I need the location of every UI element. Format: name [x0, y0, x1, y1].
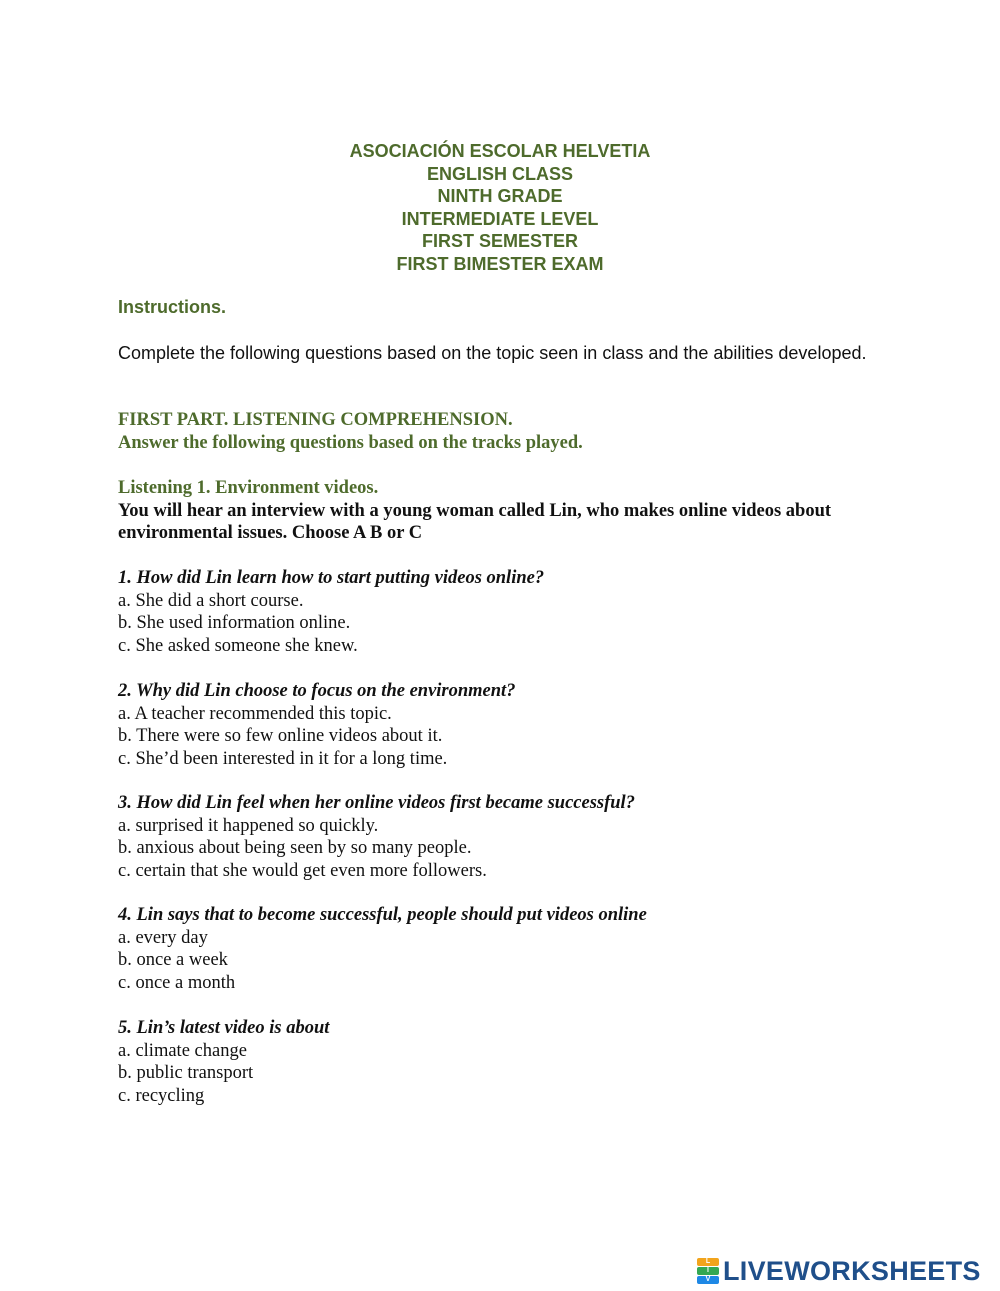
listening-description: You will hear an interview with a young woman called Lin, who makes online videos about environmental issues. Choose A B or C	[118, 500, 832, 543]
question-text: 4. Lin says that to become successful, people should put videos online	[118, 905, 647, 925]
part-heading	[118, 409, 583, 455]
instructions-title: Instructions.	[118, 297, 227, 317]
option-c[interactable]: c. certain that she would get even more followers.	[118, 860, 487, 881]
part-title: FIRST PART. LISTENING COMPREHENSION.	[118, 410, 513, 430]
option-a[interactable]: a. climate change	[118, 1040, 247, 1061]
header-line-school: ASOCIACIÓN ESCOLAR HELVETIA	[349, 141, 651, 161]
option-c[interactable]: c. once a month	[118, 972, 236, 993]
question-2	[118, 680, 898, 770]
header-line-class: ENGLISH CLASS	[426, 163, 573, 184]
option-c[interactable]: c. recycling	[118, 1085, 205, 1106]
option-b[interactable]: b. anxious about being seen by so many people.	[118, 838, 472, 858]
question-text: 2. Why did Lin choose to focus on the environment?	[118, 681, 516, 701]
question-text: 1. How did Lin learn how to start putting videos online?	[118, 568, 545, 588]
header-line-grade: NINTH GRADE	[437, 186, 563, 206]
option-b[interactable]: b. She used information online.	[118, 613, 351, 633]
instructions-body: Complete the following questions based on the topic seen in class and the abilities developed.	[118, 343, 867, 363]
option-a[interactable]: a. A teacher recommended this topic.	[118, 703, 392, 724]
exam-header	[0, 140, 1000, 275]
option-c[interactable]: c. She asked someone she knew.	[118, 635, 358, 656]
question-4	[118, 904, 898, 994]
option-c[interactable]: c. She’d been interested in it for a long time.	[118, 748, 448, 769]
logo-block-v: V	[697, 1276, 719, 1284]
question-text: 3. How did Lin feel when her online videos first became successful?	[118, 793, 635, 813]
question-5	[118, 1017, 898, 1107]
question-text: 5. Lin’s latest video is about	[118, 1018, 330, 1038]
question-3	[118, 792, 898, 882]
option-b[interactable]: b. public transport	[118, 1063, 254, 1083]
option-a[interactable]: a. every day	[118, 927, 208, 948]
header-line-exam: FIRST BIMESTER EXAM	[396, 253, 604, 274]
logo-block-i: I	[697, 1267, 719, 1275]
header-line-semester: FIRST SEMESTER	[421, 231, 578, 251]
liveworksheets-logo-icon	[697, 1258, 719, 1284]
header-line-level: INTERMEDIATE LEVEL	[401, 208, 599, 229]
option-b[interactable]: b. There were so few online videos about it.	[118, 726, 443, 746]
logo-block-l: L	[697, 1258, 719, 1266]
question-1	[118, 567, 898, 657]
liveworksheets-logo	[697, 1256, 981, 1286]
listening-title: Listening 1. Environment videos.	[118, 478, 379, 498]
option-a[interactable]: a. She did a short course.	[118, 590, 304, 611]
listening-section	[118, 477, 898, 545]
logo-text: LIVEWORKSHEETS	[723, 1255, 981, 1286]
part-subtitle: Answer the following questions based on the tracks played.	[118, 433, 583, 453]
option-a[interactable]: a. surprised it happened so quickly.	[118, 815, 379, 836]
option-b[interactable]: b. once a week	[118, 950, 228, 970]
